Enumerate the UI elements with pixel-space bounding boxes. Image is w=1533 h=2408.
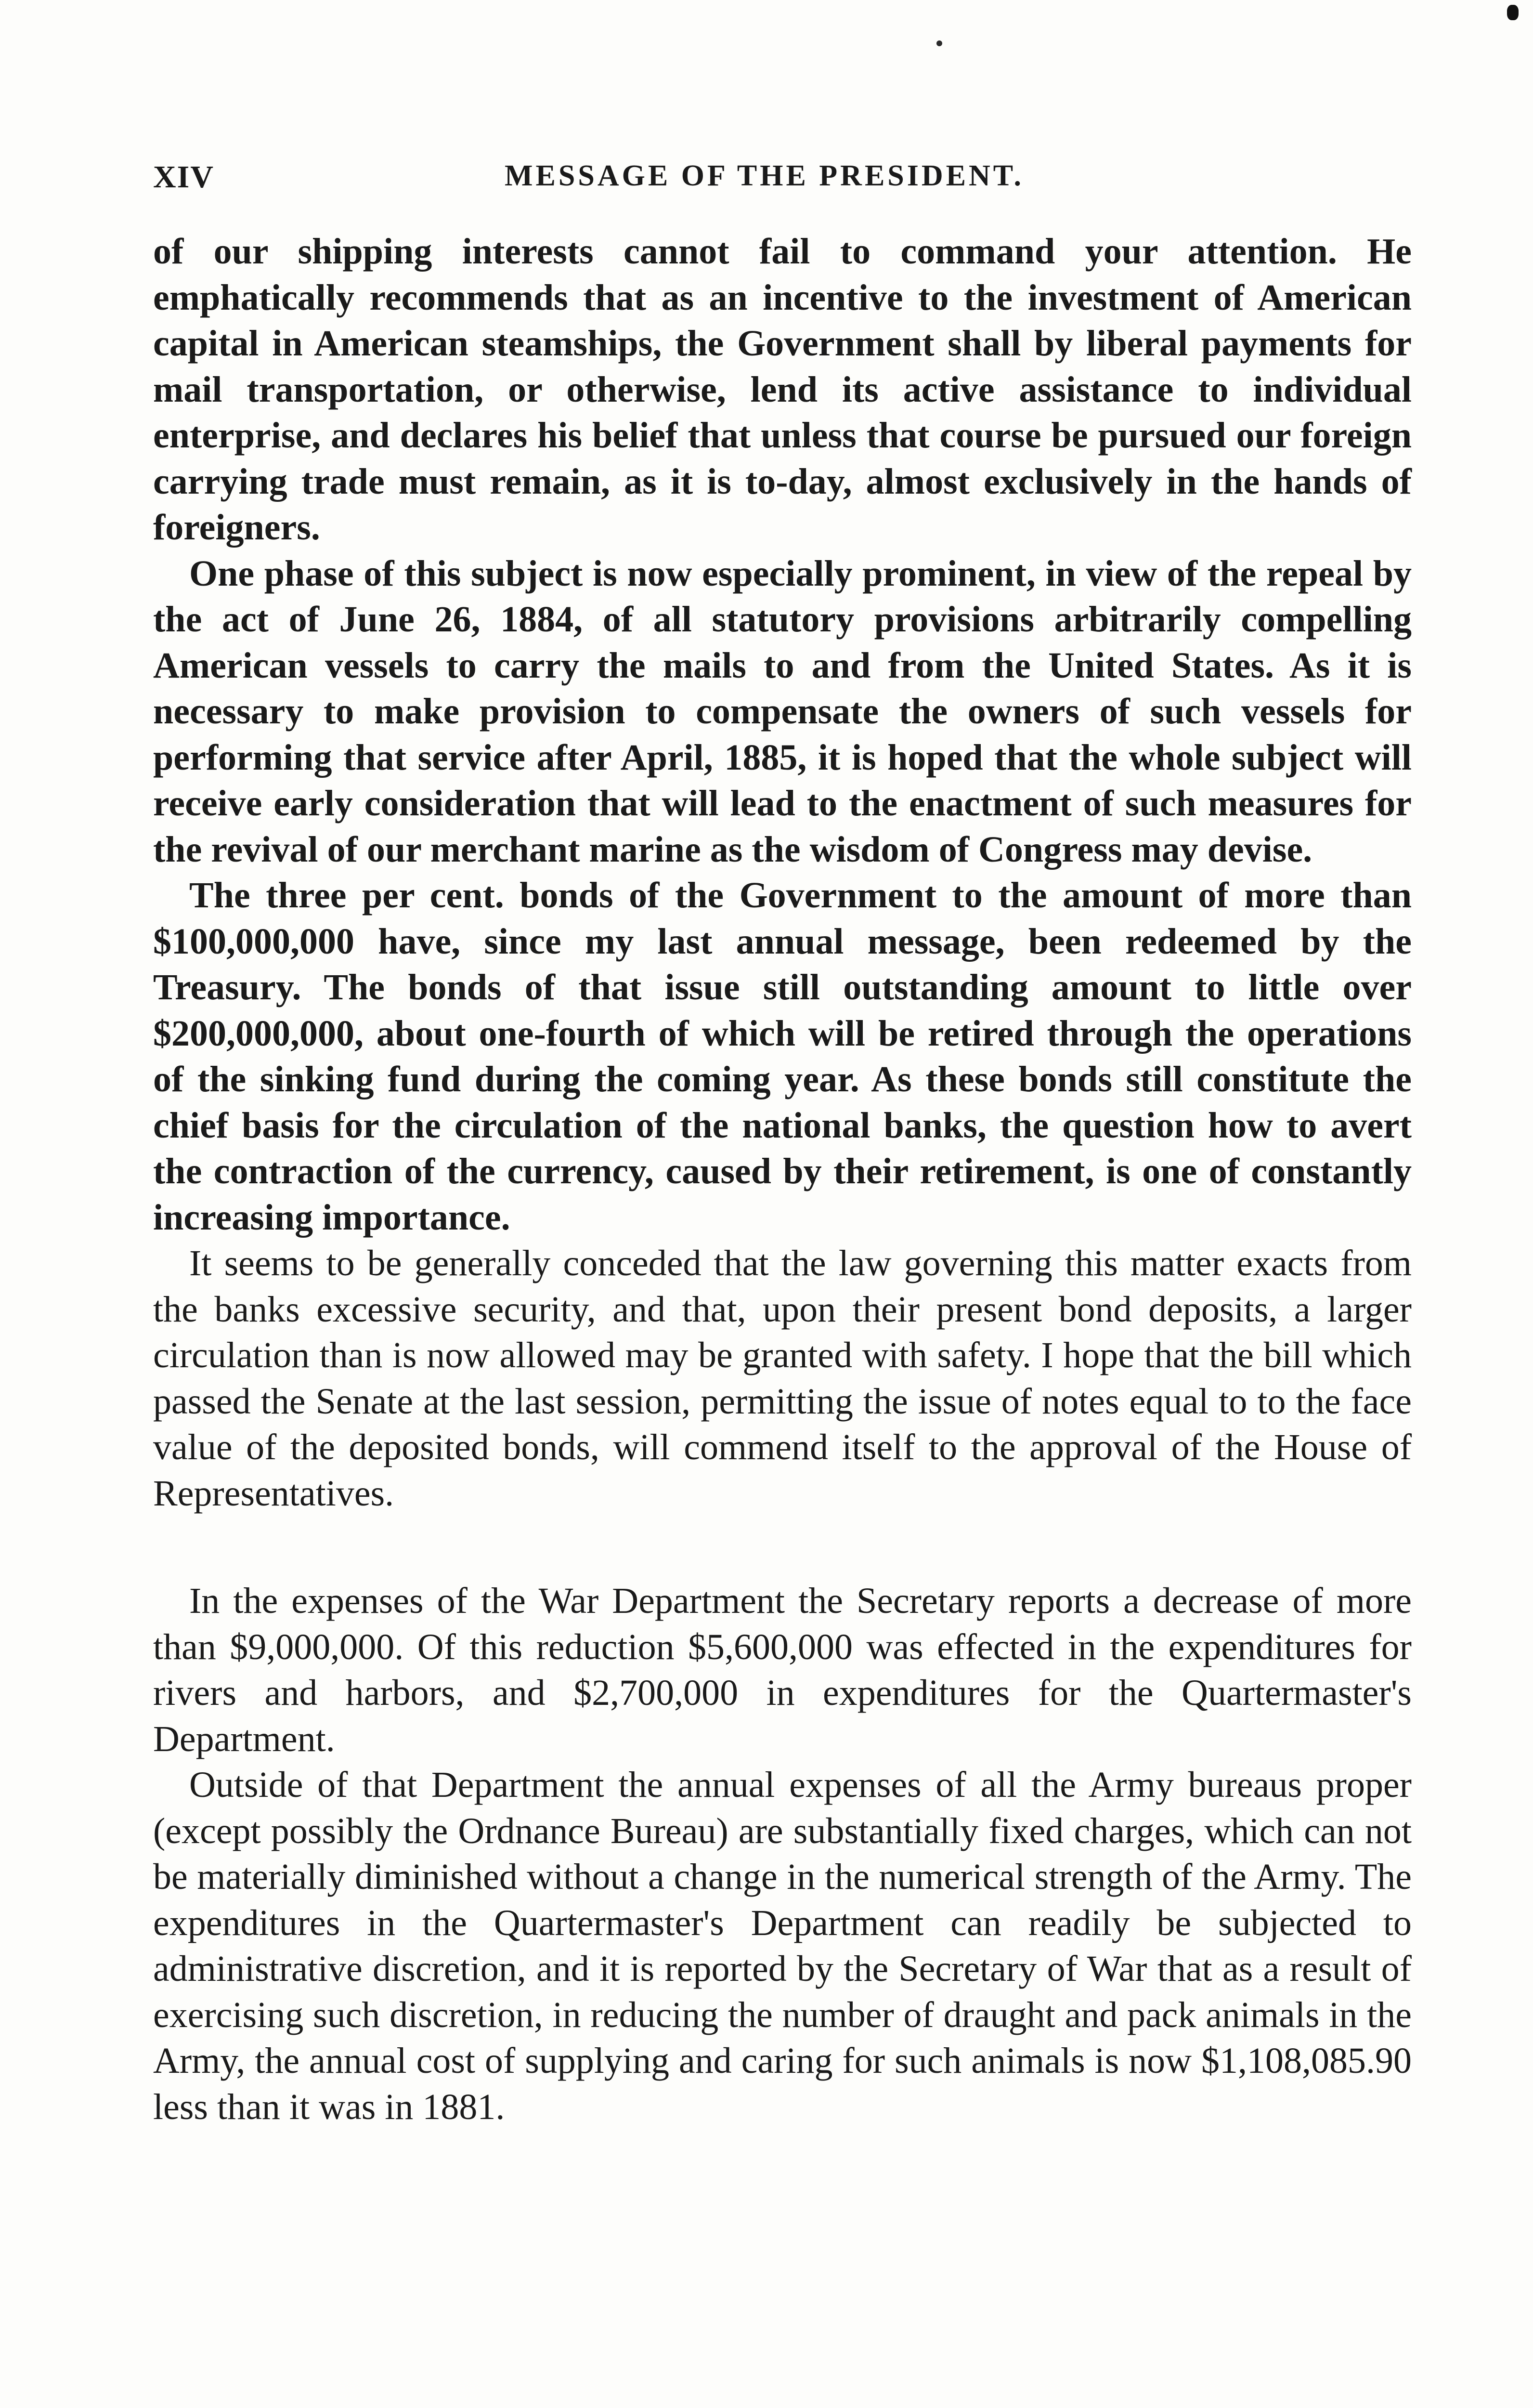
paragraph-three-percent-bonds: The three per cent. bonds of the Government to the amount of more than $100,000,000 have, since my last annual message, been redeemed by the Treasury. The bonds of that issue still outstanding amount to little over $200,000,000, about one-fourth of which will be retired through the operations of the sinking fund during the coming year. As these bonds still constitute the chief basis for the circulation of the national banks, the question how to avert the contraction of the currency, caused by their retirement, is one of constantly increasing importance.	[153, 875, 1412, 1238]
paragraph-war-department: In the expenses of the War Department the Secretary reports a decrease of more than $9,000,000. Of this reduction $5,600,000 was effected in the expenditures for rivers and harbors, and $2,700,000 in expenditures for the Quartermaster's Department.	[153, 1581, 1412, 1759]
paragraph-mail-repeal: One phase of this subject is now especially prominent, in view of the repeal by the act of June 26, 1884, of all statutory provisions arbitrarily compelling American vessels to carry the mails to and from the United States. As it is necessary to make provision to compensate the owners of such vessels for performing that service after April, 1885, it is hoped that the whole subject will receive early consideration that will lead to the enactment of such measures for the revival of our merchant marine as the wisdom of Congress may devise.	[153, 553, 1412, 870]
running-head: MESSAGE OF THE PRESIDENT.	[505, 159, 1025, 192]
print-speck	[1507, 5, 1519, 20]
section-gap	[153, 1517, 1412, 1578]
body-text	[153, 229, 1412, 2130]
paragraph-bank-security: It seems to be generally conceded that the law governing this matter exacts from the banks excessive security, and that, upon their present bond deposits, a larger circulation than is now allowed may be granted with safety. I hope that the bill which passed the Senate at the last session, permitting the issue of notes equal to to the face value of the deposited bonds, will commend itself to the approval of the House of Representatives.	[153, 1243, 1412, 1514]
page-number: XIV	[153, 159, 215, 195]
page-header	[153, 159, 1412, 207]
print-speck	[936, 40, 942, 46]
paragraph-army-bureaus: Outside of that Department the annual expenses of all the Army bureaus proper (except possibly the Ordnance Bureau) are substantially fixed charges, which can not be materially diminished without a change in the numerical strength of the Army. The expenditures in the Quartermaster's Department can readily be subjected to administrative discretion, and it is reported by the Secretary of War that as a result of exercising such discretion, in reducing the number of draught and pack animals in the Army, the annual cost of supplying and caring for such animals is now $1,108,085.90 less than it was in 1881.	[153, 1765, 1412, 2127]
paragraph-shipping-interests: of our shipping interests cannot fail to command your attention. He emphatically recommends that as an incentive to the investment of American capital in American steamships, the Government shall by liberal payments for mail transportation, or otherwise, lend its active assistance to individual enterprise, and declares his belief that unless that course be pursued our foreign carrying trade must remain, as it is to-day, almost exclusively in the hands of foreigners.	[153, 231, 1412, 548]
